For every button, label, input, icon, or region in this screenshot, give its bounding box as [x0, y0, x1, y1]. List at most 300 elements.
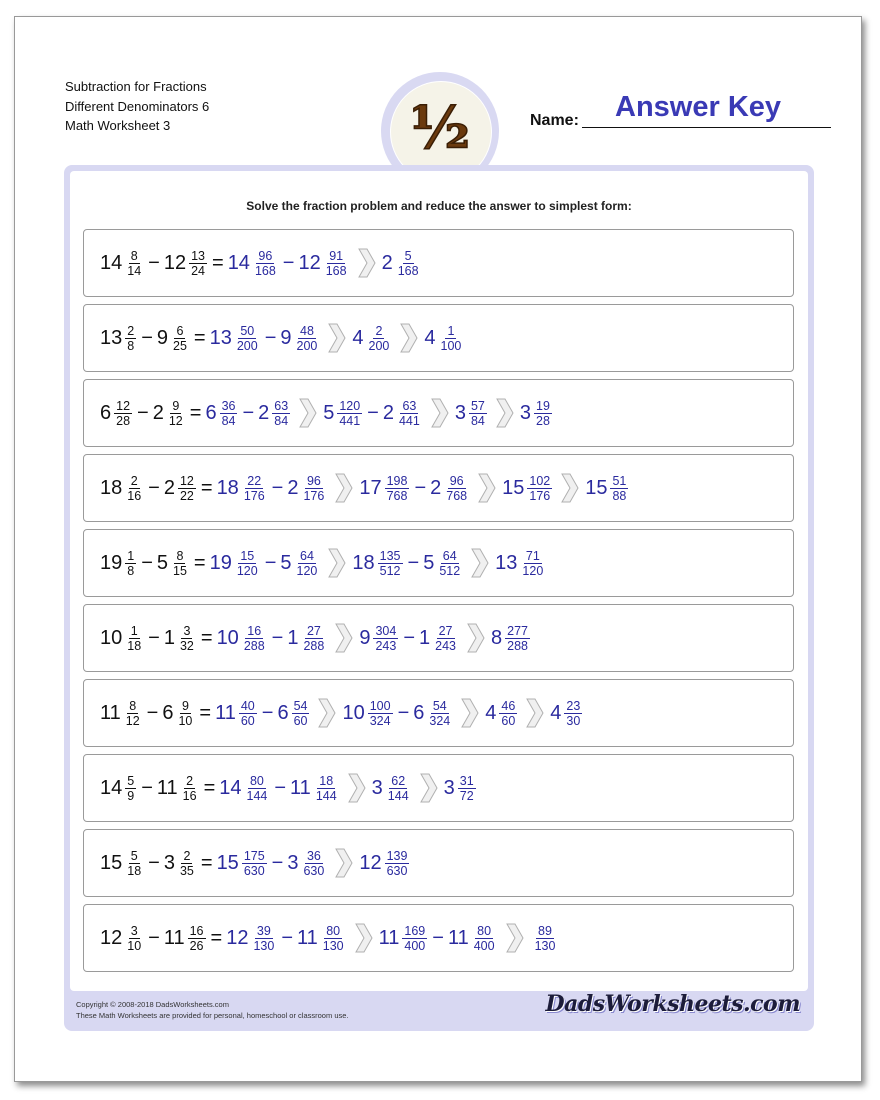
step-arrow-icon — [335, 848, 353, 878]
fraction — [396, 249, 421, 278]
step-arrow-icon — [478, 473, 496, 503]
whole-part: 15 — [502, 476, 525, 499]
denominator: 22 — [179, 488, 194, 503]
mixed-number — [585, 474, 629, 503]
step-arrow-icon — [318, 698, 336, 728]
fraction — [499, 699, 517, 728]
whole-part: 18 — [216, 476, 239, 499]
fraction — [242, 474, 267, 503]
step-arrow-icon — [471, 548, 489, 578]
whole-part: 15 — [216, 851, 239, 874]
whole-part: 3 — [454, 401, 466, 424]
whole-part: 4 — [352, 326, 364, 349]
numerator: 2 — [127, 323, 135, 338]
equals-sign: = — [200, 851, 213, 874]
denominator: 130 — [322, 938, 344, 953]
mixed-number — [485, 699, 518, 728]
mixed-number — [342, 699, 393, 728]
mixed-number — [280, 549, 320, 578]
mixed-number — [352, 324, 392, 353]
numerator: 36 — [221, 398, 236, 413]
denominator: 10 — [127, 938, 142, 953]
numerator: 1 — [447, 323, 455, 338]
whole-part: 9 — [156, 326, 169, 349]
mixed-number — [217, 474, 268, 503]
numerator: 71 — [525, 548, 540, 563]
denominator: 176 — [529, 488, 551, 503]
denominator: 288 — [303, 638, 325, 653]
numerator: 2 — [130, 473, 138, 488]
whole-part: 12 — [100, 926, 123, 949]
title-line-3: Math Worksheet 3 — [65, 118, 171, 133]
equals-sign: = — [212, 251, 224, 274]
whole-part: 9 — [280, 326, 292, 349]
numerator: 304 — [375, 623, 397, 638]
whole-part: 1 — [287, 626, 299, 649]
fraction — [458, 774, 476, 803]
mixed-number — [298, 249, 349, 278]
whole-part: 14 — [219, 776, 242, 799]
whole-part: 11 — [215, 701, 236, 724]
problem-expression — [100, 530, 546, 596]
whole-part: 14 — [100, 251, 123, 274]
whole-part: 2 — [381, 251, 393, 274]
mixed-number — [297, 924, 347, 953]
denominator: 30 — [566, 713, 581, 728]
denominator: 25 — [173, 338, 187, 353]
fraction — [114, 399, 132, 428]
numerator: 91 — [329, 248, 344, 263]
step-arrow-icon — [431, 398, 449, 428]
numerator: 31 — [459, 773, 474, 788]
fraction — [373, 624, 398, 653]
mixed-number — [226, 924, 277, 953]
numerator: 96 — [449, 473, 464, 488]
fraction — [272, 399, 290, 428]
fraction — [534, 399, 552, 428]
minus-sign: − — [282, 251, 295, 274]
whole-part: 15 — [585, 476, 608, 499]
denominator: 144 — [387, 788, 409, 803]
name-label: Name: — [530, 112, 579, 129]
mixed-number — [430, 474, 470, 503]
fraction — [178, 624, 196, 653]
numerator: 5 — [127, 773, 135, 788]
fraction — [124, 699, 142, 728]
numerator: 80 — [249, 773, 264, 788]
mixed-number — [164, 924, 207, 953]
numerator: 198 — [386, 473, 408, 488]
equals-sign: = — [193, 326, 206, 349]
fraction — [439, 324, 464, 353]
problems-panel — [70, 171, 808, 991]
denominator: 512 — [379, 563, 401, 578]
denominator: 176 — [303, 488, 325, 503]
mixed-number — [215, 699, 258, 728]
whole-part: 6 — [413, 701, 425, 724]
mixed-number — [280, 324, 320, 353]
numerator: 169 — [404, 923, 426, 938]
fraction — [337, 399, 362, 428]
title-line-1: Subtraction for Fractions — [65, 79, 207, 94]
numerator: 9 — [181, 698, 189, 713]
dadsworksheets-logo: DadsWorksheets.com — [545, 991, 800, 1017]
problem-expression — [100, 380, 553, 446]
worksheet-title — [65, 77, 209, 136]
problem-row — [83, 829, 794, 897]
whole-part: 5 — [323, 401, 335, 424]
fraction — [242, 849, 267, 878]
fraction — [125, 774, 136, 803]
minus-sign: − — [432, 926, 444, 949]
mixed-number — [372, 774, 412, 803]
fraction — [386, 774, 411, 803]
minus-sign: − — [141, 551, 153, 574]
numerator: 22 — [247, 473, 262, 488]
whole-part: 13 — [100, 326, 123, 349]
denominator: 200 — [236, 338, 258, 353]
numerator: 54 — [432, 698, 447, 713]
problem-row — [83, 754, 794, 822]
numerator: 9 — [172, 398, 180, 413]
fraction — [368, 699, 393, 728]
equals-sign: = — [210, 926, 223, 949]
fraction — [178, 474, 196, 503]
whole-part: 15 — [100, 851, 123, 874]
denominator: 18 — [127, 638, 142, 653]
answer-key-heading: Answer Key — [615, 91, 782, 123]
whole-part: 9 — [359, 626, 371, 649]
denominator: 8 — [127, 338, 135, 353]
numerator: 36 — [306, 848, 321, 863]
denominator: 28 — [536, 413, 550, 428]
problem-row — [83, 379, 794, 447]
numerator: 12 — [179, 473, 194, 488]
title-line-2: Different Denominators 6 — [65, 98, 210, 114]
denominator: 84 — [221, 413, 236, 428]
fraction — [189, 249, 207, 278]
mixed-number — [423, 549, 463, 578]
numerator: 89 — [538, 923, 552, 938]
numerator: 27 — [306, 623, 321, 638]
whole-part: 4 — [424, 326, 436, 349]
whole-part: 6 — [100, 401, 112, 424]
whole-part: 11 — [297, 926, 318, 949]
mixed-number — [502, 474, 553, 503]
denominator: 60 — [501, 713, 516, 728]
fraction — [181, 774, 199, 803]
minus-sign: − — [242, 401, 255, 424]
mixed-number — [287, 849, 327, 878]
fraction — [520, 549, 545, 578]
equals-sign: = — [203, 776, 216, 799]
fraction — [472, 924, 497, 953]
fraction — [125, 324, 136, 353]
step-arrow-icon — [335, 623, 353, 653]
step-arrow-icon — [328, 548, 346, 578]
denominator: 84 — [470, 413, 485, 428]
mixed-number — [210, 324, 261, 353]
numerator: 8 — [129, 698, 137, 713]
whole-part: 10 — [100, 626, 123, 649]
whole-part: 14 — [227, 251, 250, 274]
fraction — [220, 399, 238, 428]
mixed-number — [100, 849, 144, 878]
numerator: 6 — [176, 323, 184, 338]
numerator: 46 — [501, 698, 516, 713]
fraction — [385, 849, 410, 878]
denominator: 32 — [179, 638, 194, 653]
whole-part: 18 — [100, 476, 123, 499]
denominator: 88 — [612, 488, 627, 503]
whole-part: 2 — [258, 401, 270, 424]
problem-expression — [100, 605, 531, 671]
mixed-number — [157, 324, 190, 353]
mixed-number — [164, 849, 197, 878]
whole-part: 13 — [495, 551, 518, 574]
problem-expression — [100, 680, 583, 746]
numerator: 100 — [369, 698, 391, 713]
mixed-number — [491, 624, 531, 653]
mixed-number — [413, 699, 453, 728]
numerator: 80 — [477, 923, 492, 938]
whole-part: 11 — [156, 776, 178, 799]
mixed-number — [359, 624, 399, 653]
whole-part: 3 — [519, 401, 531, 424]
whole-part: 1 — [419, 626, 431, 649]
problem-expression — [100, 230, 422, 296]
whole-part: 11 — [378, 926, 400, 949]
fraction — [533, 924, 558, 953]
step-arrow-icon — [496, 398, 514, 428]
numerator: 2 — [183, 848, 191, 863]
mixed-number — [100, 249, 144, 278]
fraction — [301, 849, 326, 878]
problem-expression — [100, 755, 477, 821]
step-arrow-icon — [526, 698, 544, 728]
fraction — [527, 474, 552, 503]
fraction — [367, 324, 392, 353]
whole-part: 19 — [100, 551, 123, 574]
numerator: 1 — [130, 623, 138, 638]
step-arrow-icon — [467, 623, 485, 653]
whole-part: 17 — [359, 476, 382, 499]
whole-part: 3 — [287, 851, 299, 874]
problem-expression — [100, 305, 464, 371]
numerator: 139 — [386, 848, 408, 863]
minus-sign: − — [264, 551, 277, 574]
fraction — [437, 549, 462, 578]
minus-sign: − — [271, 626, 284, 649]
fraction — [125, 474, 143, 503]
numerator: 15 — [240, 548, 255, 563]
denominator: 10 — [178, 713, 193, 728]
mixed-number — [219, 774, 270, 803]
mixed-number — [550, 699, 583, 728]
fraction — [301, 624, 326, 653]
denominator: 130 — [253, 938, 275, 953]
problem-row — [83, 904, 794, 972]
minus-sign: − — [148, 626, 160, 649]
whole-part: 11 — [163, 926, 185, 949]
whole-part: 13 — [209, 326, 232, 349]
fraction — [188, 924, 206, 953]
fraction — [176, 699, 194, 728]
denominator: 168 — [325, 263, 347, 278]
minus-sign: − — [397, 701, 410, 724]
whole-part: 11 — [100, 701, 121, 724]
numerator: 8 — [130, 248, 138, 263]
minus-sign: − — [148, 926, 160, 949]
whole-part: 10 — [342, 701, 365, 724]
minus-sign: − — [148, 476, 160, 499]
denominator: 630 — [243, 863, 265, 878]
fraction — [385, 474, 410, 503]
logo-text: ½ — [409, 94, 471, 162]
denominator: 630 — [386, 863, 408, 878]
fraction — [564, 699, 582, 728]
fraction — [253, 249, 278, 278]
whole-part: 3 — [443, 776, 455, 799]
equals-sign: = — [200, 476, 213, 499]
problem-row — [83, 604, 794, 672]
denominator: 768 — [386, 488, 408, 503]
fraction — [295, 324, 320, 353]
mixed-number — [164, 474, 197, 503]
numerator: 40 — [240, 698, 255, 713]
step-arrow-icon — [400, 323, 418, 353]
denominator: 441 — [398, 413, 420, 428]
whole-part: 12 — [226, 926, 249, 949]
whole-part: 11 — [290, 776, 311, 799]
denominator: 288 — [507, 638, 528, 653]
denominator: 26 — [189, 938, 204, 953]
equals-sign: = — [193, 551, 206, 574]
denominator: 243 — [375, 638, 397, 653]
denominator: 400 — [404, 938, 426, 953]
fraction — [178, 849, 196, 878]
mixed-number — [352, 549, 403, 578]
mixed-number — [164, 624, 197, 653]
numerator: 135 — [379, 548, 401, 563]
minus-sign: − — [261, 701, 274, 724]
whole-part: 8 — [491, 626, 503, 649]
problem-row — [83, 304, 794, 372]
numerator: 12 — [116, 398, 131, 413]
denominator: 15 — [173, 563, 187, 578]
numerator: 64 — [300, 548, 314, 563]
fraction — [167, 399, 185, 428]
denominator: 12 — [168, 413, 183, 428]
minus-sign: − — [148, 851, 160, 874]
denominator: 400 — [473, 938, 495, 953]
copyright-text: Copyright © 2008-2018 DadsWorksheets.com — [76, 1000, 229, 1009]
whole-part: 4 — [550, 701, 562, 724]
step-arrow-icon — [420, 773, 438, 803]
mixed-number — [157, 549, 190, 578]
fraction — [235, 549, 260, 578]
mixed-number — [379, 924, 429, 953]
minus-sign: − — [281, 926, 293, 949]
denominator: 28 — [116, 413, 131, 428]
denominator: 14 — [127, 263, 142, 278]
step-arrow-icon — [355, 923, 373, 953]
whole-part: 2 — [430, 476, 442, 499]
whole-part: 10 — [216, 626, 239, 649]
problem-expression — [100, 905, 558, 971]
minus-sign: − — [274, 776, 287, 799]
denominator: 130 — [534, 938, 556, 953]
numerator: 5 — [130, 848, 138, 863]
numerator: 5 — [404, 248, 412, 263]
numerator: 23 — [566, 698, 581, 713]
minus-sign: − — [264, 326, 277, 349]
whole-part: 6 — [205, 401, 217, 424]
mixed-number — [520, 399, 553, 428]
denominator: 324 — [429, 713, 451, 728]
fraction — [610, 474, 628, 503]
denominator: 120 — [236, 563, 258, 578]
numerator: 62 — [391, 773, 406, 788]
fraction — [125, 924, 143, 953]
fraction — [321, 924, 346, 953]
numerator: 3 — [183, 623, 191, 638]
denominator: 176 — [243, 488, 265, 503]
mixed-number — [217, 849, 268, 878]
numerator: 51 — [612, 473, 627, 488]
mixed-number — [100, 924, 144, 953]
whole-part: 5 — [280, 551, 292, 574]
mixed-number — [210, 549, 261, 578]
numerator: 50 — [240, 323, 255, 338]
numerator: 19 — [536, 398, 550, 413]
fraction — [239, 699, 257, 728]
step-arrow-icon — [335, 473, 353, 503]
step-arrow-icon — [561, 473, 579, 503]
numerator: 63 — [274, 398, 289, 413]
numerator: 57 — [470, 398, 485, 413]
whole-part: 3 — [163, 851, 175, 874]
mixed-number — [100, 474, 144, 503]
fraction — [469, 399, 487, 428]
denominator: 18 — [127, 863, 142, 878]
footer — [76, 999, 349, 1021]
denominator: 16 — [127, 488, 142, 503]
numerator: 54 — [293, 698, 308, 713]
numerator: 96 — [306, 473, 321, 488]
whole-part: 1 — [163, 626, 175, 649]
denominator: 120 — [522, 563, 544, 578]
fraction — [402, 924, 427, 953]
mixed-number — [495, 549, 546, 578]
denominator: 72 — [459, 788, 474, 803]
whole-part: 2 — [287, 476, 299, 499]
whole-part: 2 — [382, 401, 394, 424]
numerator: 48 — [300, 323, 314, 338]
denominator: 60 — [293, 713, 308, 728]
numerator: 277 — [507, 623, 528, 638]
numerator: 8 — [176, 548, 184, 563]
mixed-number — [424, 324, 464, 353]
fraction — [125, 849, 143, 878]
denominator: 100 — [440, 338, 462, 353]
minus-sign: − — [367, 401, 379, 424]
denominator: 16 — [182, 788, 197, 803]
fraction — [242, 624, 267, 653]
mixed-number — [382, 249, 422, 278]
denominator: 768 — [446, 488, 468, 503]
mixed-number — [228, 249, 279, 278]
